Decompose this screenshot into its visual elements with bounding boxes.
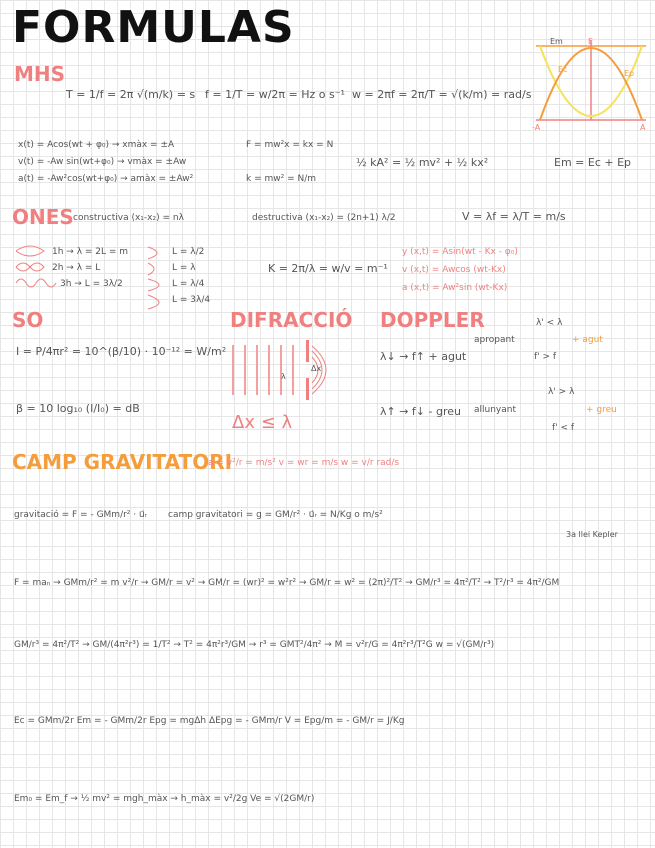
section-mhs-heading: MHS xyxy=(14,62,66,86)
ones-wave-number: K = 2π/λ = w/v = m⁻¹ xyxy=(268,262,388,275)
harmonic-3: 3h → L = 3λ/2 xyxy=(60,279,123,289)
ones-wave-y: y (x,t) = Asin(wt - Kx - φ₀) xyxy=(402,247,518,257)
section-so-heading: SO xyxy=(12,308,44,332)
doppler-greu-note: + greu xyxy=(586,405,617,415)
ones-wave-a: a (x,t) = Aw²sin (wt-Kx) xyxy=(402,283,508,293)
doppler-rule-approach: λ↓ → f↑ + agut xyxy=(380,350,467,363)
camp-gravitation-force: gravitació = F = - GMm/r² · u⃗ᵣ xyxy=(14,510,148,520)
mhs-force: F = mw²x = kx = N xyxy=(246,140,334,150)
diagram-em-label: Em xyxy=(550,37,563,46)
mhs-angular-formula: w = 2πf = 2π/T = √(k/m) = rad/s xyxy=(352,88,532,101)
camp-energies: Ec = GMm/2r Em = - GMm/2r Epg = mgΔh ΔEpg = - GMm/r V = Epg/m = - GM/r = J/Kg xyxy=(14,716,405,726)
camp-kepler-label: 3a llei Kepler xyxy=(566,530,618,539)
mhs-period-formula: T = 1/f = 2π √(m/k) = s xyxy=(66,88,196,101)
diagram-ec-label: Ec xyxy=(558,65,568,74)
length-1: L = λ/2 xyxy=(172,247,205,257)
mhs-k: k = mw² = N/m xyxy=(246,174,317,184)
ones-wave-v: v (x,t) = Awcos (wt-Kx) xyxy=(402,265,506,275)
difraccio-lambda: λ xyxy=(281,372,286,381)
mhs-velocity: v(t) = -Aw sin(wt+φ₀) → vmàx = ±Aw xyxy=(18,157,187,167)
doppler-apropant: apropant xyxy=(474,335,515,345)
diagram-neg-a: -A xyxy=(532,123,541,131)
doppler-allunyant: allunyant xyxy=(474,405,516,415)
camp-mass-derivation: GM/r³ = 4π²/T² → GM/(4π²r³) = 1/T² → T² = 4π²r³/GM → r³ = GMT²/4π² → M = v²r/G = 4π²r³/T²G w = √(GM/r³) xyxy=(14,640,495,650)
mhs-position: x(t) = Acos(wt + φ₀) → xmàx = ±A xyxy=(18,140,175,150)
mhs-acceleration: a(t) = -Aw²cos(wt+φ₀) → amàx = ±Aw² xyxy=(18,174,194,184)
page-title: FORMULAS xyxy=(12,2,295,53)
diagram-ep-label: Ep xyxy=(624,69,635,78)
harmonic-2: 2h → λ = L xyxy=(52,263,101,273)
doppler-agut-note: + agut xyxy=(572,335,603,345)
doppler-f-less: f' < f xyxy=(552,423,575,433)
camp-escape: Em₀ = Em_f → ½ mv² = mgh_màx → h_màx = v²/2g Ve = √(2GM/r) xyxy=(14,794,315,804)
section-ones-heading: ONES xyxy=(12,205,74,229)
difraccio-dx: Δx xyxy=(311,364,322,373)
mhs-em: Em = Ec + Ep xyxy=(554,156,632,169)
mhs-energy: ½ kA² = ½ mv² + ½ kx² xyxy=(356,156,489,169)
ones-speed: V = λf = λ/T = m/s xyxy=(462,210,566,223)
harmonic-1: 1h → λ = 2L = m xyxy=(52,247,129,257)
harmonics-closed-icon xyxy=(146,243,172,311)
doppler-f-greater: f' > f xyxy=(534,352,557,362)
length-4: L = 3λ/4 xyxy=(172,295,211,305)
length-2: L = λ xyxy=(172,263,196,273)
section-doppler-heading: DOPPLER xyxy=(380,308,485,332)
section-difraccio-heading: DIFRACCIÓ xyxy=(230,308,353,332)
ones-destructiva: destructiva (x₁-x₂) = (2n+1) λ/2 xyxy=(252,213,396,223)
camp-gravitational-field: camp gravitatori = g = GM/r² · u⃗ᵣ = N/Kg o m/s² xyxy=(168,510,383,520)
diagram-pos-a: A xyxy=(640,123,646,131)
camp-newton-derivation: F = maₙ → GMm/r² = m v²/r → GM/r = v² → GM/r = (wr)² = w²r² → GM/r = w² = (2π)²/T² → GM/r³ = 4π²/T² → T²/r³ = 4π²/GM xyxy=(14,578,560,588)
energy-diagram xyxy=(528,36,653,131)
camp-kinematics: a = v²/r = m/s² v = wr = m/s w = v/r rad/s xyxy=(208,458,400,468)
doppler-lambda-less: λ' < λ xyxy=(536,318,563,328)
doppler-lambda-greater: λ' > λ xyxy=(548,387,575,397)
so-beta: β = 10 log₁₀ (I/I₀) = dB xyxy=(16,402,140,415)
section-camp-heading: CAMP GRAVITATORI xyxy=(12,450,233,474)
so-intensity: I = P/4πr² = 10^(β/10) · 10⁻¹² = W/m² xyxy=(16,345,227,358)
mhs-frequency-formula: f = 1/T = w/2π = Hz o s⁻¹ xyxy=(205,88,345,101)
difraccio-rule: Δx ≤ λ xyxy=(232,412,293,433)
diagram-e-label: E xyxy=(588,37,594,46)
doppler-rule-recede: λ↑ → f↓ - greu xyxy=(380,405,461,418)
ones-constructiva: constructiva (x₁-x₂) = nλ xyxy=(73,213,184,223)
length-3: L = λ/4 xyxy=(172,279,205,289)
